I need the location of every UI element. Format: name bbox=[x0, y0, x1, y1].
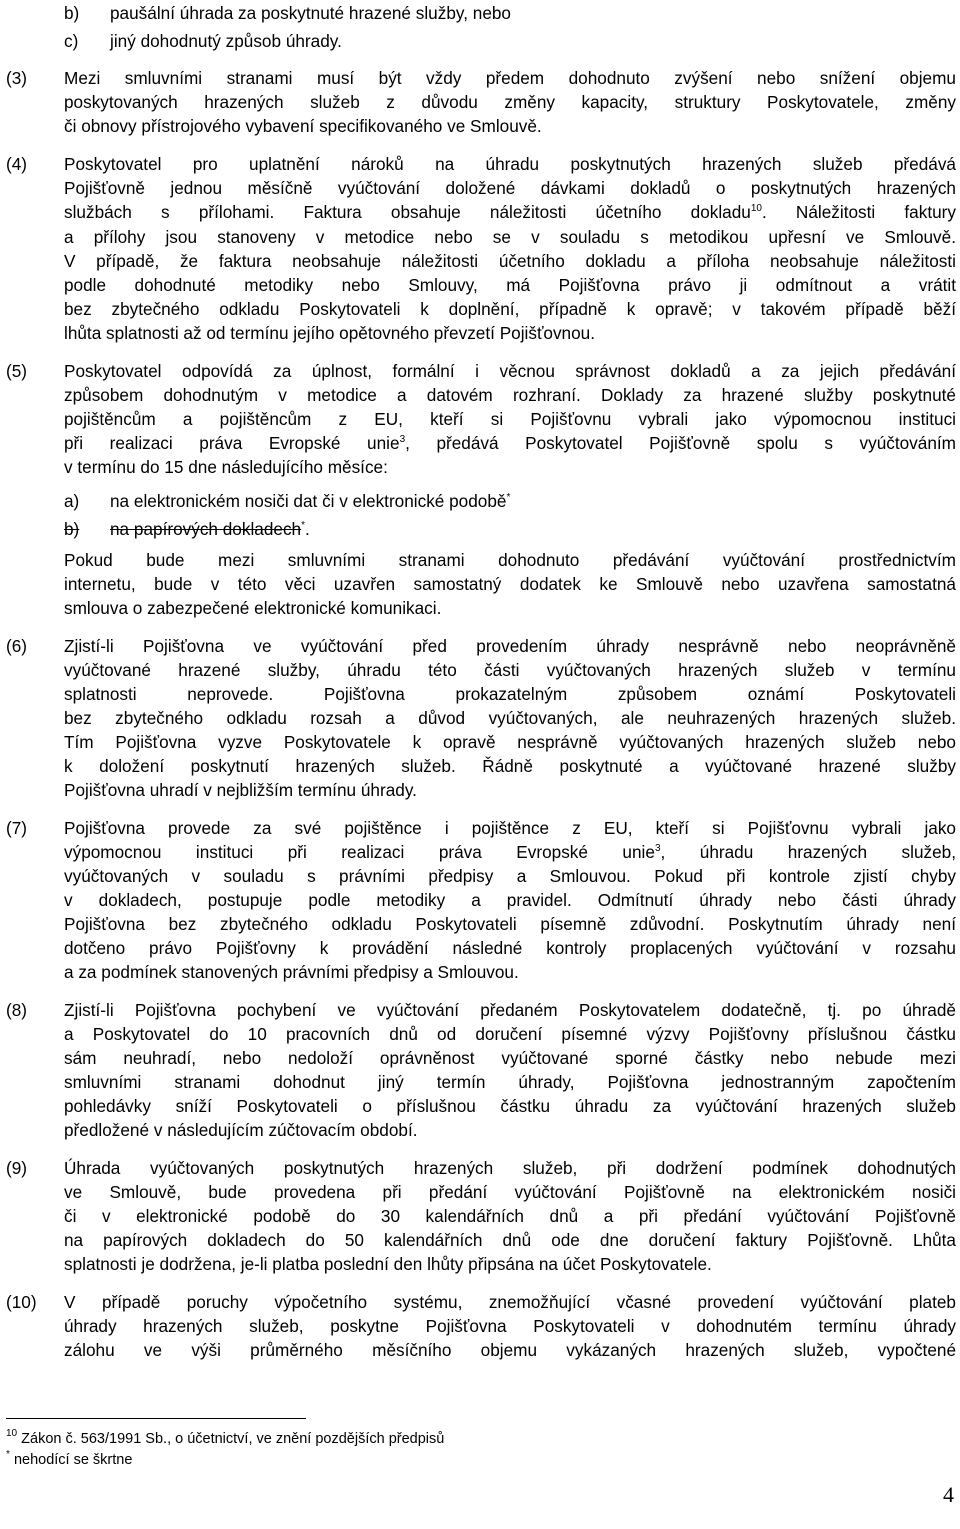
section-9-line: splatnosti je dodržena, je-li platba poslední den lhůty připsána na účet Poskytovatele. bbox=[64, 1254, 712, 1274]
intro-item-b-text: paušální úhrada za poskytnuté hrazené služby, nebo bbox=[110, 3, 511, 23]
option-b-text-body: na papírových dokladech bbox=[110, 519, 302, 539]
footnote-ref-3: 3 bbox=[654, 843, 661, 854]
section-6-line: Tím Pojišťovna vyzve Poskytovatele k opravě nesprávně vyúčtovaných hrazených služeb nebo bbox=[64, 732, 956, 752]
section-5-line: Poskytovatel odpovídá za úplnost, formální i věcnou správnost dokladů a za jejich předávání bbox=[64, 361, 956, 381]
footnote-ref-3: 3 bbox=[399, 434, 406, 445]
section-5-line: pojištěncům a pojištěncům z EU, kteří si Pojišťovnu vybrali jako výpomocnou instituci bbox=[64, 409, 956, 429]
section-5-line4-a: při realizaci práva Evropské unie bbox=[64, 433, 400, 453]
section-5-line4-b: , předává Poskytovatel Pojišťovně spolu s vyúčtováním bbox=[405, 433, 956, 453]
section-10-line: zálohu ve výši průměrného měsíčního objemu vykázaných hrazených služeb, vypočtené bbox=[64, 1340, 956, 1360]
footnote-asterisk bbox=[6, 1451, 132, 1469]
option-a-text-body: na elektronickém nosiči dat či v elektronické podobě bbox=[110, 491, 507, 511]
footnote-mark: 10 bbox=[6, 1428, 18, 1439]
intro-item-b-label: b) bbox=[64, 3, 80, 23]
section-7-line2-b: , úhradu hrazených služeb, bbox=[660, 842, 956, 862]
option-b-label: b) bbox=[64, 519, 80, 539]
section-8-line: Zjistí-li Pojišťovna pochybení ve vyúčtování předaném Poskytovatelem dodatečně, tj. po úhradě bbox=[64, 1000, 956, 1020]
section-7-line: v dokladech, postupuje podle metodiky a pravidel. Odmítnutí úhrady nebo části úhrady bbox=[64, 890, 956, 910]
option-b-period: . bbox=[305, 519, 310, 539]
section-5-number: (5) bbox=[6, 361, 28, 381]
section-9-line: či v elektronické podobě do 30 kalendářních dnů a při předání vyúčtování Pojišťovně bbox=[64, 1206, 956, 1226]
section-4-line: V případě, že faktura neobsahuje náležitosti účetního dokladu a příloha neobsahuje náležitosti bbox=[64, 251, 956, 271]
section-8-line: a Poskytovatel do 10 pracovních dnů od doručení písemné výzvy Pojišťovny příslušnou částku bbox=[64, 1024, 956, 1044]
footnote-text: Zákon č. 563/1991 Sb., o účetnictví, ve znění pozdějších předpisů bbox=[21, 1431, 445, 1447]
section-5-line bbox=[64, 433, 956, 454]
section-4-line3-b: . Náležitosti faktury bbox=[761, 202, 956, 222]
section-7-line bbox=[64, 842, 956, 863]
section-4-line: a přílohy jsou stanoveny v metodice nebo se v souladu s metodikou upřesní ve Smlouvě. bbox=[64, 227, 956, 247]
section-9-line: na papírových dokladech do 50 kalendářních dnů ode dne doručení faktury Pojišťovně. Lhůta bbox=[64, 1230, 956, 1250]
section-5-after-line: Pokud bude mezi smluvními stranami dohodnuto předávání vyúčtování prostřednictvím bbox=[64, 550, 956, 570]
section-6-line: Zjistí-li Pojišťovna ve vyúčtování před provedením úhrady nesprávně nebo neoprávněně bbox=[64, 636, 956, 656]
section-6-line: k doložení poskytnutí hrazených služeb. Řádně poskytnuté a vyúčtované hrazené služby bbox=[64, 756, 956, 776]
section-7-line2-a: výpomocnou instituci při realizaci práva Evropské unie bbox=[64, 842, 655, 862]
section-6-number: (6) bbox=[6, 636, 28, 656]
section-10-number: (10) bbox=[6, 1292, 37, 1312]
section-6-line: vyúčtované hrazené služby, úhradu této části vyúčtovaných hrazených služeb v termínu bbox=[64, 660, 956, 680]
section-8-line: předložené v následujícím zúčtovacím období. bbox=[64, 1120, 418, 1140]
intro-item-c-text: jiný dohodnutý způsob úhrady. bbox=[110, 31, 342, 51]
section-7-line: a za podmínek stanovených právními předpisy a Smlouvou. bbox=[64, 962, 519, 982]
section-3-number: (3) bbox=[6, 68, 28, 88]
section-7-number: (7) bbox=[6, 818, 28, 838]
intro-item-c-label: c) bbox=[64, 31, 79, 51]
section-9-number: (9) bbox=[6, 1158, 28, 1178]
section-3-line: Mezi smluvními stranami musí být vždy předem dohodnuto zvýšení nebo snížení objemu bbox=[64, 68, 956, 88]
asterisk-ref: * bbox=[506, 492, 511, 503]
section-4-number: (4) bbox=[6, 154, 28, 174]
section-7-line: dotčeno právo Pojišťovny k provádění následné kontroly proplacených vyúčtování v rozsahu bbox=[64, 938, 956, 958]
section-8-line: pohledávky sníží Poskytovateli o příslušnou částku úhradu za vyúčtování hrazených služeb bbox=[64, 1096, 956, 1116]
section-4-line: Pojišťovně jednou měsíčně vyúčtování doložené dávkami dokladů o poskytnutých hrazených bbox=[64, 178, 956, 198]
option-a-text bbox=[110, 491, 510, 512]
footnote-separator bbox=[6, 1418, 306, 1419]
section-9-line: Úhrada vyúčtovaných poskytnutých hrazených služeb, při dodržení podmínek dohodnutých bbox=[64, 1158, 956, 1178]
section-4-line: Poskytovatel pro uplatnění nároků na úhradu poskytnutých hrazených služeb předává bbox=[64, 154, 956, 174]
section-7-line: Pojišťovna provede za své pojištěnce i pojištěnce z EU, kteří si Pojišťovnu vybrali jako bbox=[64, 818, 956, 838]
section-8-number: (8) bbox=[6, 1000, 28, 1020]
section-4-line: bez zbytečného odkladu Poskytovateli k doplnění, případně k opravě; v takovém případě běží bbox=[64, 299, 956, 319]
footnote-text: nehodící se škrtne bbox=[13, 1452, 133, 1468]
section-8-line: smluvními stranami dohodnut jiný termín úhrady, Pojišťovna jednostranným započtením bbox=[64, 1072, 956, 1092]
section-9-line: ve Smlouvě, bude provedena při předání vyúčtování Pojišťovně na elektronickém nosiči bbox=[64, 1182, 956, 1202]
section-7-line: Pojišťovna bez zbytečného odkladu Poskytovateli písemně zdůvodní. Poskytnutím úhrady není bbox=[64, 914, 956, 934]
section-5-after-line: smlouva o zabezpečené elektronické komunikaci. bbox=[64, 598, 442, 618]
section-10-line: úhrady hrazených služeb, poskytne Pojišťovna Poskytovateli v dohodnutém termínu úhrady bbox=[64, 1316, 956, 1336]
page-number: 4 bbox=[943, 1482, 954, 1507]
section-4-line: lhůta splatnosti až od termínu jejího opětovného převzetí Pojišťovnou. bbox=[64, 323, 595, 343]
section-4-line3-a: službách s přílohami. Faktura obsahuje náležitosti účetního dokladu bbox=[64, 202, 751, 222]
section-4-line: podle dohodnuté metodiky nebo Smlouvy, má Pojišťovna právo ji odmítnout a vrátit bbox=[64, 275, 956, 295]
section-6-line: bez zbytečného odkladu rozsah a důvod vyúčtovaných, ale neuhrazených hrazených služeb. bbox=[64, 708, 956, 728]
section-3-line: poskytovaných hrazených služeb z důvodu změny kapacity, struktury Poskytovatele, změny bbox=[64, 92, 956, 112]
footnote-ref-10: 10 bbox=[750, 203, 762, 214]
section-3-line: či obnovy přístrojového vybavení specifikovaného ve Smlouvě. bbox=[64, 116, 542, 136]
footnote-10 bbox=[6, 1430, 444, 1448]
section-4-line bbox=[64, 202, 956, 223]
option-a-label: a) bbox=[64, 491, 80, 511]
section-6-line: Pojišťovna uhradí v nejbližším termínu úhrady. bbox=[64, 780, 417, 800]
section-10-line: V případě poruchy výpočetního systému, znemožňující včasné provedení vyúčtování plateb bbox=[64, 1292, 956, 1312]
asterisk-ref: * bbox=[301, 520, 306, 531]
section-6-line: splatnosti neprovede. Pojišťovna prokazatelným způsobem oznámí Poskytovateli bbox=[64, 684, 956, 704]
option-b-text bbox=[110, 519, 310, 540]
section-5-after-line: internetu, bude v této věci uzavřen samostatný dodatek ke Smlouvě nebo uzavřena samostatná bbox=[64, 574, 956, 594]
section-7-line: vyúčtovaných v souladu s právními předpisy a Smlouvou. Pokud při kontrole zjistí chyby bbox=[64, 866, 956, 886]
footnote-mark: * bbox=[6, 1449, 10, 1460]
section-8-line: sám neuhradí, nebo nedoloží oprávněnost vyúčtované sporné částky nebo nebude mezi bbox=[64, 1048, 956, 1068]
section-5-line: v termínu do 15 dne následujícího měsíce: bbox=[64, 457, 388, 477]
section-5-line: způsobem dohodnutým v metodice a datovém rozhraní. Doklady za hrazené služby poskytnuté bbox=[64, 385, 956, 405]
